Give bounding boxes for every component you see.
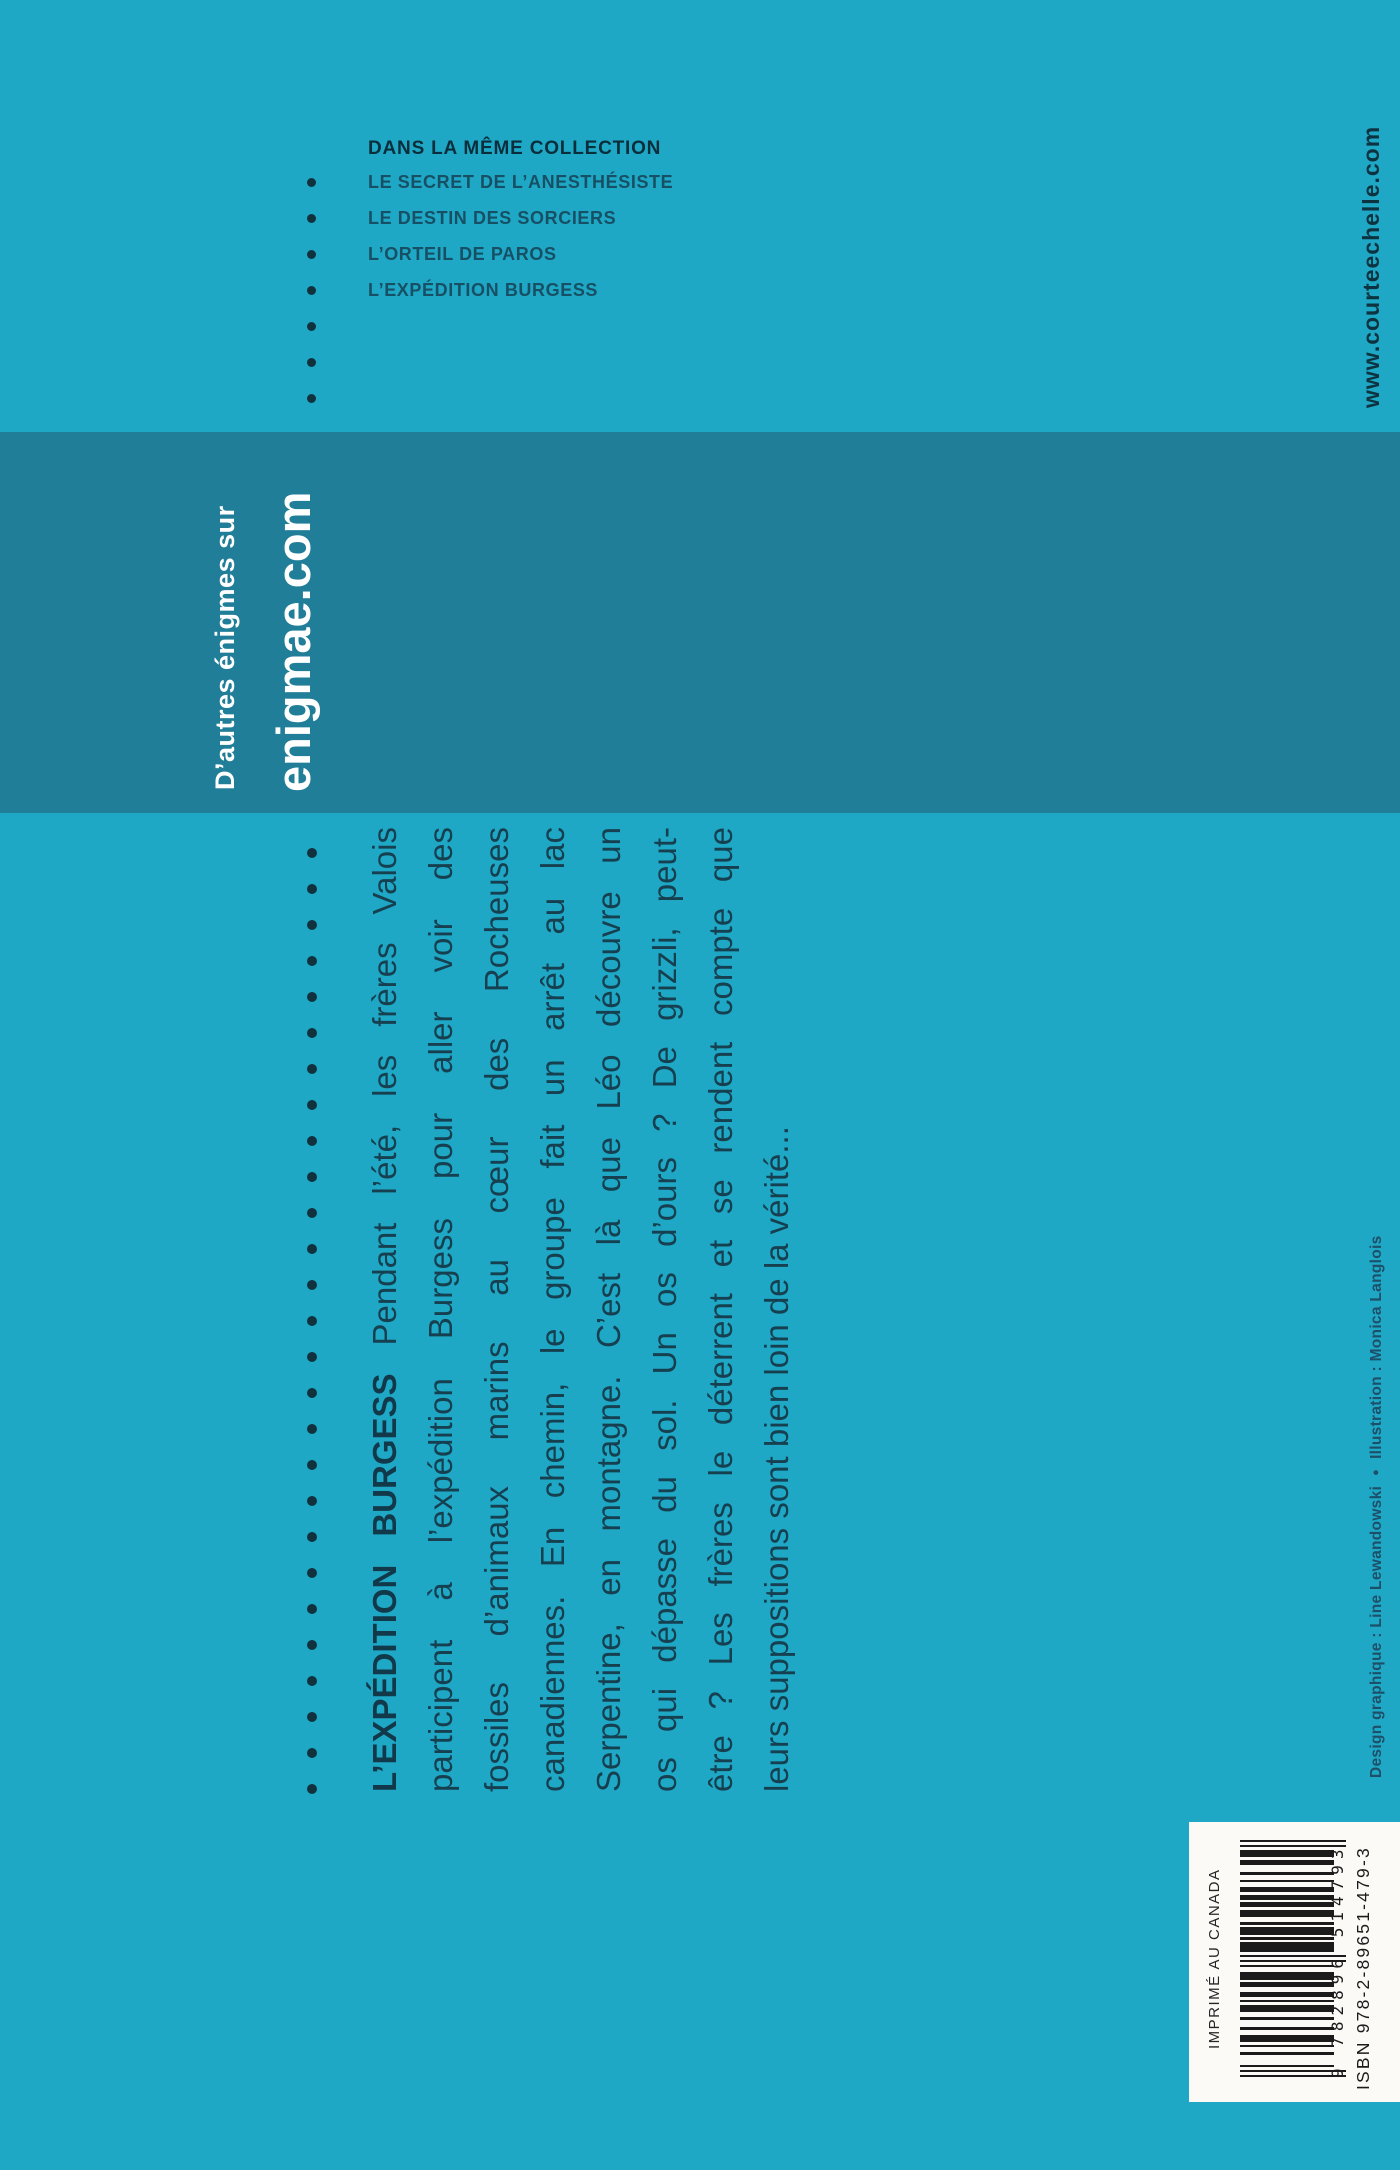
- barcode-bar: [1240, 1910, 1334, 1917]
- enigmae-tagline: D’autres énigmes sur: [210, 505, 240, 790]
- divider-dot-icon: [307, 1604, 317, 1614]
- barcode-bar: [1240, 2005, 1334, 2012]
- barcode-number: 9 782896 514793: [1328, 1843, 1347, 2078]
- barcode-bar: [1240, 1972, 1334, 1979]
- divider-dot-icon: [307, 1028, 317, 1038]
- collection-title: L’ORTEIL DE PAROS: [368, 243, 557, 264]
- barcode-bar: [1240, 2000, 1334, 2002]
- synopsis-line: leurs suppositions sont bien loin de la vérité...: [758, 1126, 795, 1792]
- divider-dot-icon: [307, 1352, 317, 1362]
- collection-items: [296, 164, 816, 416]
- bullet-dot-icon: [307, 250, 316, 259]
- bullet-dot-icon: [307, 178, 316, 187]
- divider-dot-icon: [307, 1388, 317, 1398]
- divider-dot-icon: [307, 1568, 317, 1578]
- bullet-dot-icon: [307, 358, 316, 367]
- collection-list: [296, 134, 816, 416]
- synopsis-line: être ? Les frères le déterrent et se rendent compte que: [702, 827, 739, 1792]
- synopsis-line: os qui dépasse du sol. Un os d’ours ? De grizzli, peut-: [646, 827, 683, 1792]
- divider-dot-icon: [307, 1496, 317, 1506]
- barcode-bar: [1240, 1927, 1334, 1934]
- divider-dot-icon: [307, 920, 317, 930]
- barcode-bar: [1240, 2027, 1334, 2029]
- barcode-bar: [1240, 2035, 1334, 2042]
- divider-dot-icon: [307, 1064, 317, 1074]
- collection-row: [296, 344, 816, 380]
- synopsis-line: participent à l’expédition Burgess pour aller voir des: [422, 827, 459, 1792]
- barcode-bar: [1240, 1895, 1334, 1900]
- bullet-dot-icon: [307, 214, 316, 223]
- collection-title: LE SECRET DE L’ANESTHÉSISTE: [368, 171, 674, 192]
- collection-row: [296, 236, 816, 272]
- divider-dot-icon: [307, 1136, 317, 1146]
- collection-row: [296, 164, 816, 200]
- printed-in-label: IMPRIMÉ AU CANADA: [1206, 1868, 1223, 2049]
- divider-dot-icon: [307, 1748, 317, 1758]
- collection-title: L’EXPÉDITION BURGESS: [368, 279, 599, 300]
- barcode-bar: [1240, 1922, 1334, 1924]
- divider-dot-icon: [307, 956, 317, 966]
- barcode-bar: [1240, 1942, 1334, 1952]
- barcode-bar: [1240, 1965, 1334, 1967]
- publisher-url: www.courteechelle.com: [1358, 125, 1384, 408]
- enigmae-logo: enigmae.com: [267, 491, 320, 792]
- divider-dot-icon: [307, 1676, 317, 1686]
- divider-dot-icon: [307, 884, 317, 894]
- collection-row: [296, 272, 816, 308]
- barcode-bar: [1240, 1872, 1334, 1874]
- barcode-bar: [1240, 1982, 1334, 1987]
- divider-dot-icon: [307, 1532, 317, 1542]
- credit-illustration: Illustration : Monica Langlois: [1368, 1235, 1385, 1459]
- divider-dot-icon: [307, 1244, 317, 1254]
- collection-row: [296, 200, 816, 236]
- bullet-dot-icon: [307, 286, 316, 295]
- credit-design: Design graphique : Line Lewandowski: [1368, 1485, 1385, 1778]
- synopsis-line: L’EXPÉDITION BURGESS Pendant l’été, les frères Valois: [366, 827, 403, 1792]
- collection-title: LE DESTIN DES SORCIERS: [368, 207, 617, 228]
- synopsis-line: canadiennes. En chemin, le groupe fait un arrêt au lac: [534, 827, 571, 1792]
- synopsis-title-bold: L’EXPÉDITION BURGESS: [366, 1373, 403, 1792]
- barcode-bar: [1240, 1880, 1334, 1882]
- collection-row: [296, 308, 816, 344]
- divider-dot-icon: [307, 1172, 317, 1182]
- divider-dot-icon: [307, 1784, 317, 1794]
- barcode-bar: [1240, 1860, 1334, 1865]
- barcode-bar: [1240, 2052, 1334, 2054]
- barcode-block: [1189, 1822, 1400, 2102]
- barcode-bar: [1240, 2045, 1334, 2047]
- barcode-bars: [1240, 1840, 1334, 2077]
- collection-heading: DANS LA MÊME COLLECTION: [368, 138, 662, 159]
- divider-dot-icon: [307, 1208, 317, 1218]
- bullet-dot-icon: [307, 394, 316, 403]
- divider-dot-icon: [307, 1316, 317, 1326]
- synopsis-line: fossiles d’animaux marins au cœur des Rocheuses: [478, 827, 515, 1792]
- barcode-bar: [1240, 2065, 1334, 2067]
- divider-dot-icon: [307, 992, 317, 1002]
- barcode-bar: [1240, 1887, 1334, 1892]
- collection-row: [296, 380, 816, 416]
- credits-line: [1366, 1235, 1387, 1778]
- credit-separator-dot: ●: [1370, 1468, 1382, 1476]
- barcode-bar: [1240, 1850, 1334, 1857]
- divider-dot-icon: [307, 1640, 317, 1650]
- dotted-divider: [307, 848, 317, 1820]
- divider-dot-icon: [307, 1424, 317, 1434]
- divider-dot-icon: [307, 848, 317, 858]
- synopsis-text: [357, 827, 805, 1792]
- barcode-bar: [1240, 1992, 1334, 1997]
- barcode-bar: [1240, 1937, 1334, 1939]
- barcode-bar: [1240, 1902, 1334, 1907]
- barcode-bar: [1240, 1840, 1346, 1842]
- divider-dot-icon: [307, 1712, 317, 1722]
- synopsis-line: Serpentine, en montagne. C’est là que Léo découvre un: [590, 827, 627, 1792]
- divider-dot-icon: [307, 1280, 317, 1290]
- isbn-label: ISBN 978-2-89651-479-3: [1353, 1846, 1373, 2090]
- divider-dot-icon: [307, 1100, 317, 1110]
- barcode-bar: [1240, 2017, 1334, 2019]
- divider-dot-icon: [307, 1460, 317, 1470]
- bullet-dot-icon: [307, 322, 316, 331]
